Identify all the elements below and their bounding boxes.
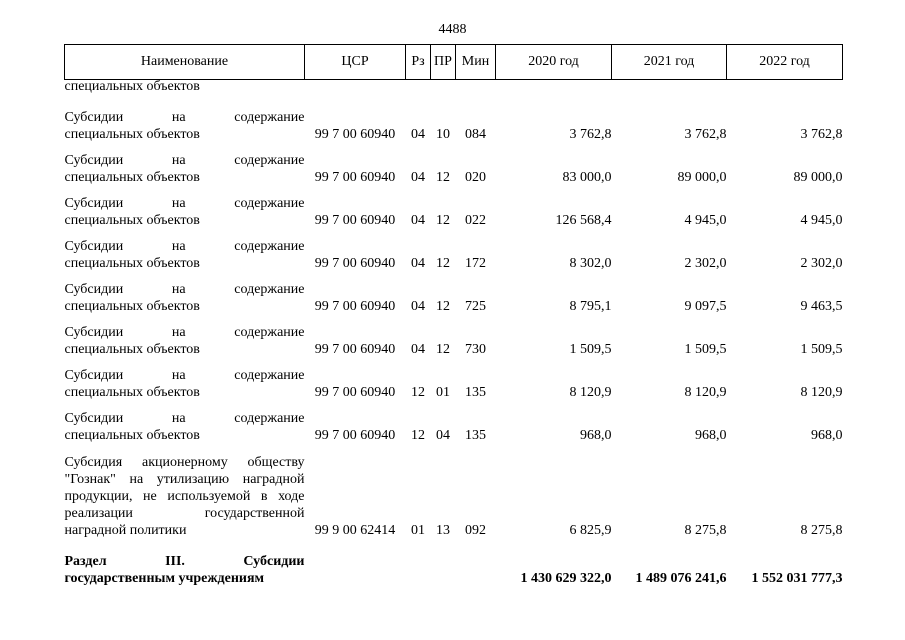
table-row <box>65 358 843 401</box>
row-name <box>65 143 305 186</box>
row-2022: 3 762,8 <box>800 127 843 142</box>
row-pr: 12 <box>436 256 450 271</box>
row-2021: 4 945,0 <box>684 213 727 228</box>
header-csr: ЦСР <box>305 45 406 80</box>
row-name-line-1: Субсидии на содержание <box>64 110 305 125</box>
total-pr-empty <box>431 539 456 587</box>
total-2020: 1 430 629 322,0 <box>520 571 612 586</box>
goznak-csr: 99 9 00 62414 <box>314 523 396 538</box>
goznak-name <box>65 444 305 539</box>
table-row <box>65 100 843 143</box>
row-min: 730 <box>465 342 486 357</box>
table-row <box>65 229 843 272</box>
table-header <box>65 45 843 80</box>
row-rz: 04 <box>411 170 425 185</box>
total-2022: 1 552 031 777,3 <box>751 571 843 586</box>
row-name-line-1: Субсидии на содержание <box>64 239 305 254</box>
table-body <box>65 80 843 101</box>
tail-body <box>65 444 843 587</box>
row-2022: 4 945,0 <box>800 213 843 228</box>
row-pr: 12 <box>436 342 450 357</box>
row-pr: 12 <box>436 213 450 228</box>
row-2022: 9 463,5 <box>800 299 843 314</box>
row-pr: 10 <box>436 127 450 142</box>
row-2020: 8 795,1 <box>569 299 612 314</box>
goznak-2022: 8 275,8 <box>800 523 843 538</box>
row-rz: 04 <box>411 256 425 271</box>
goznak-min: 092 <box>465 523 486 538</box>
row-name-line-1: Субсидии на содержание <box>64 368 305 383</box>
goznak-line-1: Субсидия акционерному обществу <box>64 455 305 470</box>
row-name-line-2: специальных объектов <box>64 170 200 185</box>
row-2021: 8 120,9 <box>684 385 727 400</box>
row-pr: 04 <box>436 428 450 443</box>
row-2021: 89 000,0 <box>677 170 727 185</box>
total-rz-empty <box>406 539 431 587</box>
goznak-2021: 8 275,8 <box>684 523 727 538</box>
row-2022: 8 120,9 <box>800 385 843 400</box>
row-name <box>65 229 305 272</box>
total-2021: 1 489 076 241,6 <box>635 571 727 586</box>
table-row <box>65 401 843 444</box>
total-line-2: государственным учреждениям <box>64 571 265 586</box>
row-name-line-2: специальных объектов <box>64 428 200 443</box>
rows-body <box>65 100 843 444</box>
row-min: 172 <box>465 256 486 271</box>
header-2020: 2020 год <box>496 45 612 80</box>
goznak-rz: 01 <box>411 523 425 538</box>
row-min: 084 <box>465 127 486 142</box>
row-csr: 99 7 00 60940 <box>314 170 396 185</box>
row-name <box>65 315 305 358</box>
row-name-line-2: специальных объектов <box>64 299 200 314</box>
row-2022: 968,0 <box>811 428 843 443</box>
header-name: Наименование <box>65 45 305 80</box>
row-2022: 1 509,5 <box>800 342 843 357</box>
continuation-text: специальных объектов <box>64 79 200 94</box>
row-2020: 3 762,8 <box>569 127 612 142</box>
row-csr: 99 7 00 60940 <box>314 213 396 228</box>
total-name <box>65 539 305 587</box>
row-rz: 04 <box>411 127 425 142</box>
row-2020: 126 568,4 <box>555 213 612 228</box>
row-name-line-1: Субсидии на содержание <box>64 411 305 426</box>
table-row <box>65 315 843 358</box>
goznak-2020: 6 825,9 <box>569 523 612 538</box>
row-name <box>65 186 305 229</box>
row-csr: 99 7 00 60940 <box>314 342 396 357</box>
row-name-line-2: специальных объектов <box>64 385 200 400</box>
row-name-line-2: специальных объектов <box>64 256 200 271</box>
row-2020: 968,0 <box>580 428 612 443</box>
row-2021: 3 762,8 <box>684 127 727 142</box>
row-name-line-2: специальных объектов <box>64 213 200 228</box>
goznak-line-4: реализации государственной <box>64 506 305 521</box>
row-name-line-2: специальных объектов <box>64 342 200 357</box>
budget-table <box>64 44 843 587</box>
table-row-goznak <box>65 444 843 539</box>
table-row-total <box>65 539 843 587</box>
row-name <box>65 358 305 401</box>
row-2020: 8 120,9 <box>569 385 612 400</box>
row-name <box>65 100 305 143</box>
row-rz: 12 <box>411 428 425 443</box>
row-name-line-1: Субсидии на содержание <box>64 282 305 297</box>
row-pr: 12 <box>436 170 450 185</box>
row-rz: 04 <box>411 213 425 228</box>
total-line-1: Раздел III. Субсидии <box>64 554 305 569</box>
goznak-line-3: продукции, не используемой в ходе <box>64 489 305 504</box>
row-2020: 83 000,0 <box>562 170 612 185</box>
row-2022: 2 302,0 <box>800 256 843 271</box>
row-name-line-1: Субсидии на содержание <box>64 153 305 168</box>
row-csr: 99 7 00 60940 <box>314 299 396 314</box>
row-min: 020 <box>465 170 486 185</box>
row-2021: 1 509,5 <box>684 342 727 357</box>
row-name-line-2: специальных объектов <box>64 127 200 142</box>
row-2021: 9 097,5 <box>684 299 727 314</box>
row-name-line-1: Субсидии на содержание <box>64 325 305 340</box>
row-csr: 99 7 00 60940 <box>314 256 396 271</box>
row-2020: 8 302,0 <box>569 256 612 271</box>
row-csr: 99 7 00 60940 <box>314 127 396 142</box>
goznak-pr: 13 <box>436 523 450 538</box>
row-name <box>65 401 305 444</box>
row-csr: 99 7 00 60940 <box>314 385 396 400</box>
row-min: 725 <box>465 299 486 314</box>
row-min: 135 <box>465 385 486 400</box>
goznak-line-5: наградной политики <box>64 523 187 538</box>
header-rz: Рз <box>406 45 431 80</box>
row-pr: 01 <box>436 385 450 400</box>
row-2021: 968,0 <box>695 428 727 443</box>
continuation-row <box>65 80 843 101</box>
row-min: 022 <box>465 213 486 228</box>
total-csr-empty <box>305 539 406 587</box>
row-2021: 2 302,0 <box>684 256 727 271</box>
row-csr: 99 7 00 60940 <box>314 428 396 443</box>
header-pr: ПР <box>431 45 456 80</box>
row-rz: 04 <box>411 342 425 357</box>
row-rz: 12 <box>411 385 425 400</box>
header-min: Мин <box>456 45 496 80</box>
row-2020: 1 509,5 <box>569 342 612 357</box>
page-number: 4488 <box>438 22 467 37</box>
header-2021: 2021 год <box>612 45 727 80</box>
row-2022: 89 000,0 <box>793 170 843 185</box>
total-min-empty <box>456 539 496 587</box>
row-rz: 04 <box>411 299 425 314</box>
table-row <box>65 186 843 229</box>
table-row <box>65 272 843 315</box>
header-2022: 2022 год <box>727 45 843 80</box>
row-pr: 12 <box>436 299 450 314</box>
row-min: 135 <box>465 428 486 443</box>
row-name-line-1: Субсидии на содержание <box>64 196 305 211</box>
table-row <box>65 143 843 186</box>
goznak-line-2: "Гознак" на утилизацию наградной <box>64 472 305 487</box>
row-name <box>65 272 305 315</box>
